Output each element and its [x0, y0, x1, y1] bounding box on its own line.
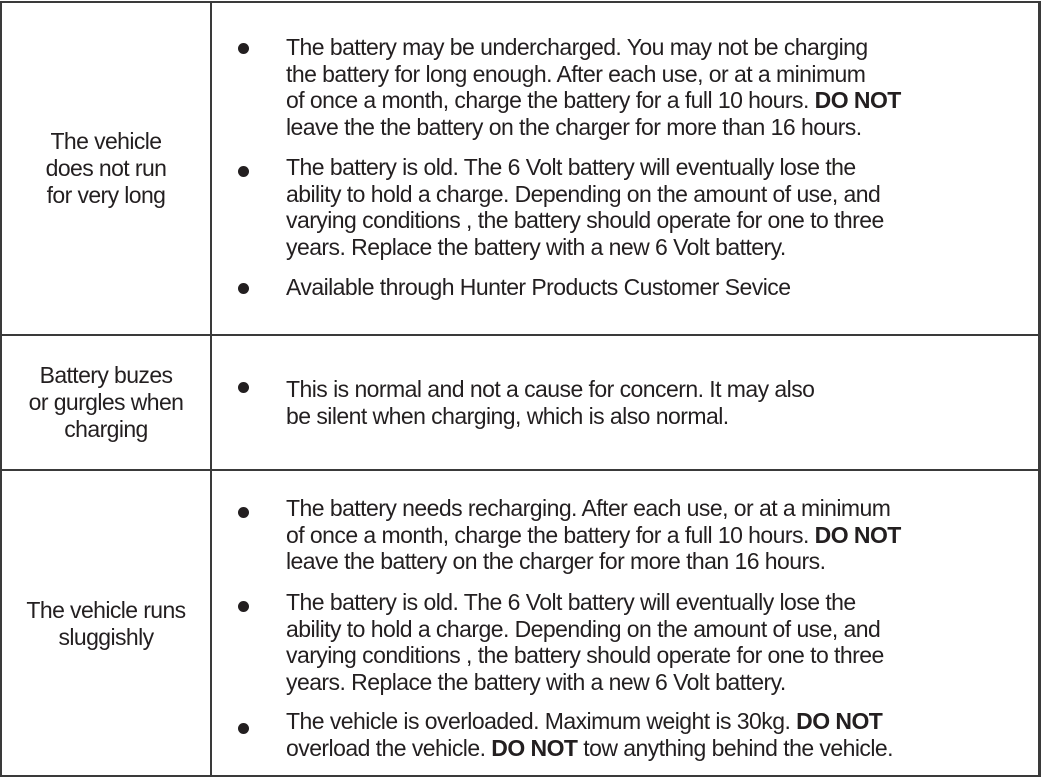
- remedy-cell: [214, 471, 1038, 777]
- cause-line: or gurgles when: [28, 389, 184, 415]
- remedy-line: The battery is old. The 6 Volt battery will eventually lose the: [286, 154, 856, 180]
- remedy-line: The battery is old. The 6 Volt battery will eventually lose the: [286, 589, 856, 615]
- remedy-line: ability to hold a charge. Depending on the amount of use, and: [286, 180, 881, 207]
- cause-line: Battery buzes: [39, 362, 173, 388]
- cause-line: The vehicle runs: [26, 597, 186, 623]
- remedy-text: tow anything behind the vehicle.: [577, 734, 893, 761]
- cause-cell: [2, 336, 212, 469]
- warning-text: DO NOT: [814, 521, 901, 548]
- remedy-line: [286, 87, 1045, 114]
- remedy-line: years. Replace the battery with a new 6 Volt battery.: [286, 233, 786, 260]
- table-row: [2, 471, 1038, 777]
- remedy-line: [286, 708, 1045, 735]
- remedy-line: Available through Hunter Products Customer Sevice: [286, 274, 791, 300]
- cause-line: charging: [64, 416, 148, 442]
- remedy-line: leave the the battery on the charger for more than 16 hours.: [286, 113, 862, 140]
- remedy-line: [286, 735, 1045, 762]
- remedy-line: be silent when charging, which is also normal.: [286, 402, 729, 429]
- remedy-line: the battery for long enough. After each use, or at a minimum: [286, 60, 866, 87]
- bullet-icon: [238, 43, 249, 54]
- remedy-line: [286, 522, 1045, 549]
- cause-cell: [2, 3, 212, 334]
- remedy-line: ability to hold a charge. Depending on the amount of use, and: [286, 615, 881, 642]
- bullet-icon: [238, 723, 249, 734]
- table-row: [2, 3, 1038, 336]
- bullet-icon: [238, 283, 249, 294]
- remedy-line: This is normal and not a cause for concern. It may also: [286, 376, 815, 402]
- remedy-line: varying conditions , the battery should operate for one to three: [286, 207, 884, 233]
- bullet-icon: [238, 382, 249, 393]
- remedy-line: years. Replace the battery with a new 6 Volt battery.: [286, 668, 786, 695]
- bullet-icon: [238, 601, 249, 612]
- remedy-text: of once a month, charge the battery for a full 10 hours.: [286, 87, 815, 113]
- remedy-line: The battery may be undercharged. You may not be charging: [286, 34, 868, 60]
- cause-line: does not run: [45, 155, 167, 181]
- warning-text: DO NOT: [491, 734, 578, 761]
- warning-text: DO NOT: [796, 708, 883, 734]
- remedy-line: leave the battery on the charger for more than 16 hours.: [286, 548, 826, 574]
- remedy-line: varying conditions , the battery should operate for one to three: [286, 642, 884, 668]
- remedy-cell: [214, 336, 1038, 469]
- remedy-line: The battery needs recharging. After each use, or at a minimum: [286, 495, 891, 521]
- remedy-text: The vehicle is overloaded. Maximum weight is 30kg.: [286, 708, 797, 734]
- cause-cell: [2, 471, 212, 777]
- cause-line: The vehicle: [50, 128, 162, 154]
- cause-line: sluggishly: [58, 624, 154, 650]
- bullet-icon: [238, 507, 249, 518]
- warning-text: DO NOT: [814, 87, 901, 113]
- troubleshooting-table: [0, 1, 1041, 777]
- remedy-text: overload the vehicle.: [286, 734, 492, 761]
- table-row: [2, 336, 1038, 471]
- remedy-cell: [214, 3, 1038, 334]
- bullet-icon: [238, 166, 249, 177]
- remedy-text: of once a month, charge the battery for a full 10 hours.: [286, 521, 815, 548]
- cause-line: for very long: [46, 182, 166, 208]
